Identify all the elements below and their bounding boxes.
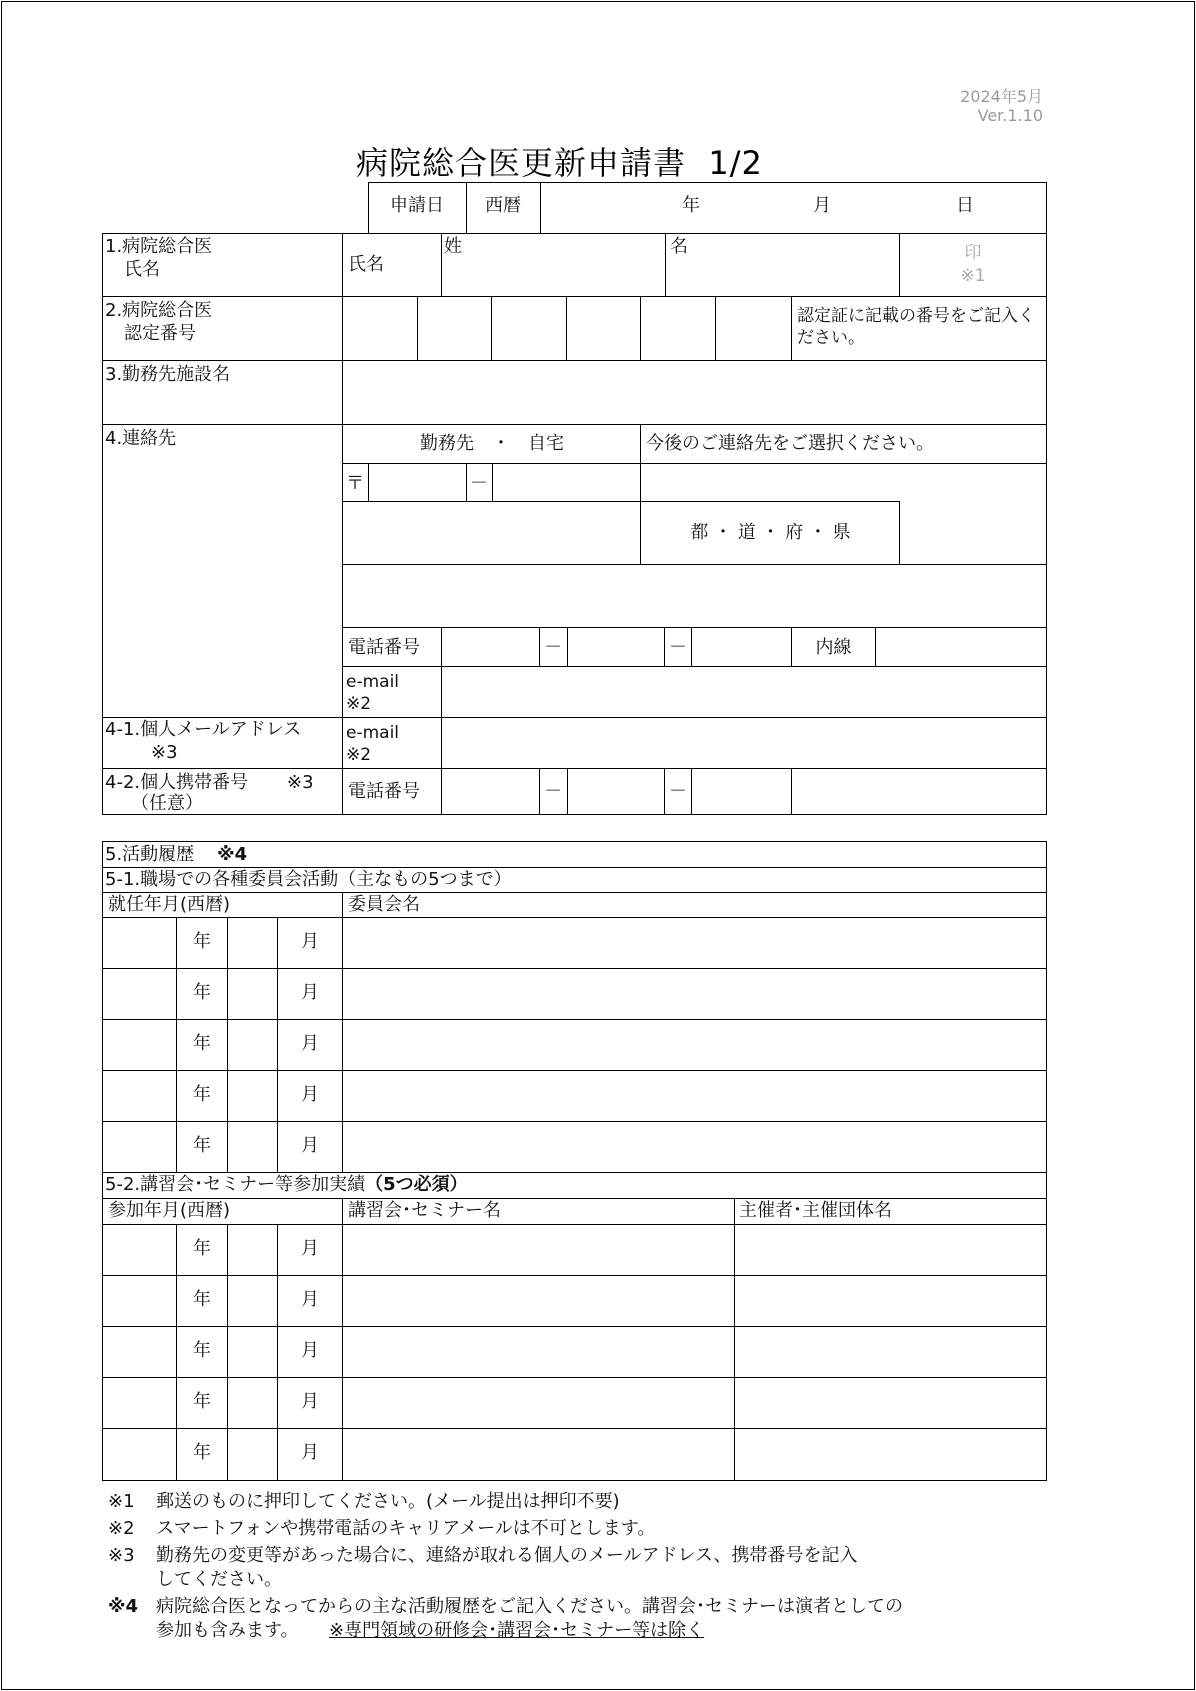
prefecture-choice[interactable]: 都 ・ 道 ・ 府 ・ 県 <box>690 522 851 543</box>
phone-3-field[interactable] <box>692 629 790 665</box>
extension-label: 内線 <box>815 637 852 658</box>
extension-field[interactable] <box>877 629 1046 665</box>
seminar-row-year-field[interactable] <box>103 1276 175 1325</box>
seminar-row-month-field[interactable] <box>228 1327 276 1376</box>
footnote-1-mark: ※1 <box>108 1491 135 1512</box>
footnote-1: 郵送のものに押印してください。(メール提出は押印不要) <box>156 1491 620 1512</box>
sec5-1-heading: 5-1.職場での各種委員会活動（主なもの5つまで） <box>105 869 512 890</box>
committee-row-name-field[interactable] <box>343 918 1046 967</box>
postal-dash: － <box>470 473 488 494</box>
committee-row-year-label: 年 <box>193 982 211 1003</box>
email-field[interactable] <box>442 668 1046 716</box>
committee-row-month-label: 月 <box>301 1135 319 1156</box>
committee-row-year-label: 年 <box>193 1033 211 1054</box>
sec3-label: 3.勤務先施設名 <box>105 364 231 385</box>
sec5-2-heading <box>105 1174 468 1196</box>
contact-choice-note: 今後のご連絡先をご選択ください。 <box>646 433 934 454</box>
seminar-row-month-field[interactable] <box>228 1225 276 1274</box>
grid-line-h <box>342 564 1047 565</box>
committee-row-month-label: 月 <box>301 1084 319 1105</box>
grid-line-h <box>640 501 900 502</box>
mobile-label: 電話番号 <box>348 781 420 802</box>
sec4-1-note: ※3 <box>151 742 178 763</box>
committee-row-year-field[interactable] <box>103 918 175 967</box>
seminar-row-organizer-field[interactable] <box>735 1429 1046 1478</box>
seminar-row-organizer-field[interactable] <box>735 1378 1046 1427</box>
committee-row-month-label: 月 <box>301 982 319 1003</box>
seminar-row-year-field[interactable] <box>103 1378 175 1427</box>
sec4-2-optional: （任意） <box>131 793 203 814</box>
footnote-2-mark: ※2 <box>108 1518 135 1539</box>
grid-line-v <box>875 627 876 667</box>
seminar-row-organizer-field[interactable] <box>735 1327 1046 1376</box>
seminar-row-name-field[interactable] <box>343 1225 733 1274</box>
last-name-label: 姓 <box>444 236 462 257</box>
phone-label: 電話番号 <box>348 637 420 658</box>
first-name-field[interactable] <box>666 234 898 294</box>
sec1-label-line1: 1.病院総合医 <box>105 236 213 257</box>
sec5-label <box>105 844 247 866</box>
email-note: ※2 <box>346 694 372 714</box>
committee-row-year-field[interactable] <box>103 1122 175 1171</box>
seal-note: ※1 <box>960 266 986 286</box>
grid-line-h <box>342 627 1047 628</box>
seminar-row-year-label: 年 <box>193 1442 211 1463</box>
grid-line-h <box>102 424 1047 425</box>
grid-line-v <box>791 768 792 815</box>
mobile-dash-2: － <box>669 781 687 802</box>
cert-number-note: 認定証に記載の番号をご記入ください。 <box>797 306 1035 348</box>
sec5-2-required: （5つ必須） <box>365 1174 468 1195</box>
committee-row-year-label: 年 <box>193 1135 211 1156</box>
committee-row-name-field[interactable] <box>343 1020 1046 1069</box>
mobile-2-field[interactable] <box>568 770 663 814</box>
committee-row-year-label: 年 <box>193 1084 211 1105</box>
committee-row-name-field[interactable] <box>343 1122 1046 1171</box>
postal-code-1-field[interactable] <box>369 466 465 500</box>
grid-line-v <box>102 233 103 815</box>
footnote-4-line2a: 参加も含みます。 <box>156 1620 299 1641</box>
mobile-1-field[interactable] <box>442 770 538 814</box>
committee-row-month-label: 月 <box>301 1033 319 1054</box>
seminar-row-year-label: 年 <box>193 1340 211 1361</box>
grid-line-v <box>791 296 792 361</box>
footnote-4-line2b: ※専門領域の研修会･講習会･セミナー等は除く <box>329 1620 705 1641</box>
grid-line-h <box>102 892 1047 893</box>
seminar-row-name-field[interactable] <box>343 1429 733 1478</box>
sec5-2-heading-text: 5-2.講習会･セミナー等参加実績 <box>105 1174 366 1195</box>
apply-day: 日 <box>956 195 974 216</box>
grid-line-v <box>1046 841 1047 1481</box>
header-date: 2024年5月 <box>960 87 1043 106</box>
sec5-label-text: 5.活動履歴 <box>105 844 195 865</box>
sec5-1-col-date: 就任年月(西暦) <box>108 894 231 915</box>
committee-row-year-field[interactable] <box>103 1020 175 1069</box>
apply-date-label: 申請日 <box>390 195 444 216</box>
grid-line-h <box>102 1198 1047 1199</box>
grid-line-h <box>368 182 1047 183</box>
personal-email-note: ※2 <box>346 745 372 765</box>
seminar-row-month-field[interactable] <box>228 1378 276 1427</box>
last-name-field[interactable] <box>442 234 664 294</box>
address-field[interactable] <box>343 566 1046 626</box>
seal-mark: 印 <box>964 243 982 263</box>
committee-row-month-field[interactable] <box>228 969 276 1018</box>
committee-row-name-field[interactable] <box>343 1071 1046 1120</box>
committee-row-month-field[interactable] <box>228 1122 276 1171</box>
apply-era: 西暦 <box>485 195 521 216</box>
sec2-label-line1: 2.病院総合医 <box>105 300 213 321</box>
sec2-label-line2: 認定番号 <box>124 323 196 344</box>
grid-line-h <box>102 867 1047 868</box>
committee-row-month-field[interactable] <box>228 1071 276 1120</box>
seminar-row-name-field[interactable] <box>343 1378 733 1427</box>
contact-choice[interactable]: 勤務先 ・ 自宅 <box>420 433 564 454</box>
grid-line-h <box>102 1172 1047 1173</box>
apply-date-field[interactable] <box>540 184 1046 232</box>
seminar-row-name-field[interactable] <box>343 1327 733 1376</box>
postal-code-2-field[interactable] <box>493 466 639 500</box>
grid-line-h <box>342 666 1047 667</box>
apply-year: 年 <box>682 195 700 216</box>
first-name-label: 名 <box>670 236 688 257</box>
seminar-row-month-field[interactable] <box>228 1429 276 1478</box>
page-title <box>356 138 763 184</box>
postal-mark: 〒 <box>346 473 364 494</box>
committee-row-year-field[interactable] <box>103 1071 175 1120</box>
footnote-2: スマートフォンや携帯電話のキャリアメールは不可とします。 <box>156 1518 656 1539</box>
sec5-2-col-organizer: 主催者･主催団体名 <box>739 1200 892 1221</box>
grid-line-v <box>1046 182 1047 234</box>
title-page: 1/2 <box>708 144 763 182</box>
name-label: 氏名 <box>348 254 384 275</box>
committee-row-month-field[interactable] <box>228 1020 276 1069</box>
seminar-row-month-label: 月 <box>301 1289 319 1310</box>
personal-email-field[interactable] <box>442 719 1046 767</box>
sec5-2-col-seminar: 講習会･セミナー名 <box>348 1200 501 1221</box>
sec4-label: 4.連絡先 <box>105 428 177 449</box>
seminar-row-year-label: 年 <box>193 1391 211 1412</box>
header-version: Ver.1.10 <box>977 106 1043 125</box>
sec4-2-note: ※3 <box>287 772 314 793</box>
sec1-label-line2: 氏名 <box>124 259 160 280</box>
grid-line-h <box>102 1480 1047 1481</box>
footnote-3-line2: してください。 <box>156 1569 282 1590</box>
footnote-3-mark: ※3 <box>108 1545 135 1566</box>
cert-number-field[interactable] <box>343 297 791 359</box>
phone-dash-2: － <box>669 637 687 658</box>
apply-month: 月 <box>813 195 831 216</box>
sec5-note: ※4 <box>217 844 248 865</box>
seminar-row-year-field[interactable] <box>103 1225 175 1274</box>
footnote-4-mark: ※4 <box>108 1596 139 1617</box>
grid-line-v <box>1046 233 1047 815</box>
seminar-row-year-label: 年 <box>193 1289 211 1310</box>
seminar-row-month-field[interactable] <box>228 1276 276 1325</box>
footnote-4-line1: 病院総合医となってからの主な活動履歴をご記入ください。講習会･セミナーは演者としての <box>156 1596 903 1617</box>
sec5-2-col-date: 参加年月(西暦) <box>108 1200 231 1221</box>
grid-line-h <box>102 814 1047 815</box>
title-text: 病院総合医更新申請書 <box>356 144 687 182</box>
seminar-row-organizer-field[interactable] <box>735 1276 1046 1325</box>
seminar-row-month-label: 月 <box>301 1391 319 1412</box>
grid-line-h <box>102 768 1047 769</box>
phone-2-field[interactable] <box>568 629 663 665</box>
phone-dash-1: － <box>544 637 562 658</box>
grid-line-h <box>102 717 1047 718</box>
sec5-1-col-committee: 委員会名 <box>348 894 420 915</box>
facility-name-field[interactable] <box>343 361 1046 423</box>
seminar-row-year-field[interactable] <box>103 1429 175 1478</box>
phone-1-field[interactable] <box>442 629 538 665</box>
grid-line-h <box>102 841 1047 842</box>
committee-row-month-field[interactable] <box>228 918 276 967</box>
seminar-row-organizer-field[interactable] <box>735 1225 1046 1274</box>
seminar-row-year-field[interactable] <box>103 1327 175 1376</box>
mobile-3-field[interactable] <box>692 770 790 814</box>
sec4-1-label: 4-1.個人メールアドレス <box>105 719 302 740</box>
committee-row-year-field[interactable] <box>103 969 175 1018</box>
committee-row-month-label: 月 <box>301 931 319 952</box>
mobile-dash-1: － <box>544 781 562 802</box>
seminar-row-month-label: 月 <box>301 1442 319 1463</box>
seminar-row-month-label: 月 <box>301 1238 319 1259</box>
address-area-field[interactable] <box>343 502 639 564</box>
personal-email-label: e-mail <box>346 723 400 743</box>
committee-row-year-label: 年 <box>193 931 211 952</box>
committee-row-name-field[interactable] <box>343 969 1046 1018</box>
sec4-2-label: 4-2.個人携帯番号 <box>105 772 249 793</box>
grid-line-h <box>342 463 1047 464</box>
seminar-row-month-label: 月 <box>301 1340 319 1361</box>
email-label: e-mail <box>346 672 400 692</box>
footnote-3-line1: 勤務先の変更等があった場合に、連絡が取れる個人のメールアドレス、携帯番号を記入 <box>156 1545 858 1566</box>
seminar-row-year-label: 年 <box>193 1238 211 1259</box>
seminar-row-name-field[interactable] <box>343 1276 733 1325</box>
